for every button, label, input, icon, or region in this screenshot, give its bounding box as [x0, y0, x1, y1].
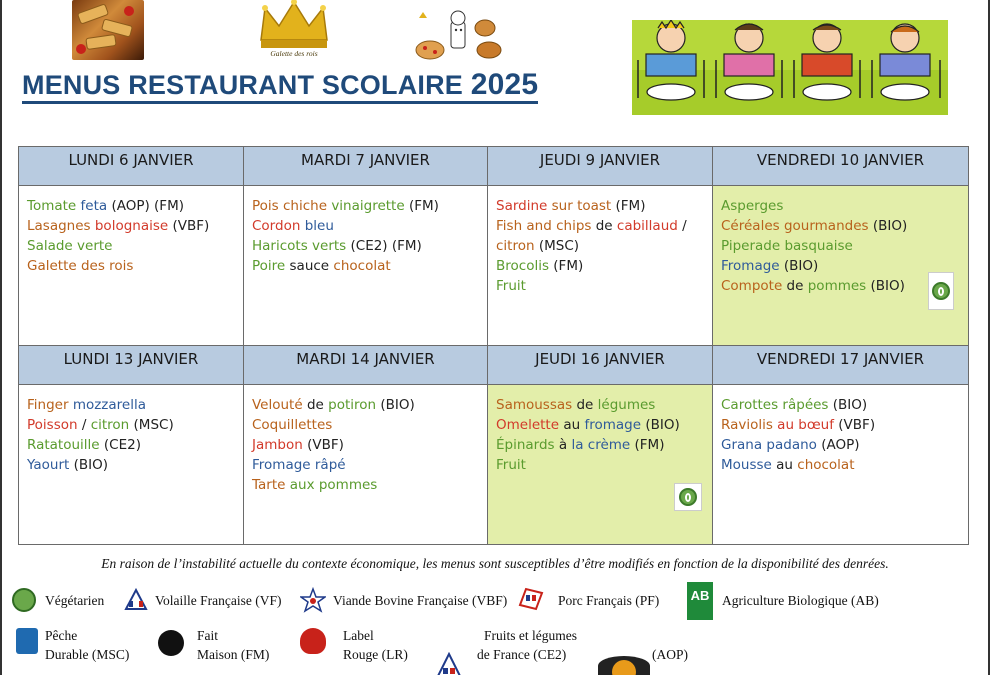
menu-text: Compote [721, 278, 783, 294]
menu-text: Samoussas [496, 397, 573, 413]
page-title [22, 70, 538, 104]
menu-text: Poisson [27, 417, 78, 433]
menu-text: (VBF) [168, 218, 210, 234]
menu-text: fromage [584, 417, 642, 433]
galette-crown-image [255, 0, 333, 60]
menu-item [252, 256, 479, 276]
menu-text: citron [90, 417, 130, 433]
legend-fm-line2: Maison (FM) [197, 647, 270, 662]
menu-text: Carottes râpées [721, 397, 829, 413]
menu-text: Sardine [496, 198, 548, 214]
aop-icon [598, 656, 650, 675]
menu-item [496, 455, 704, 475]
menu-text: aux pommes [289, 477, 378, 493]
menu-text: Piperade basquaise [721, 238, 853, 254]
menu-item [252, 435, 479, 455]
chef-illustration [405, 8, 505, 63]
day-header: LUNDI 13 JANVIER [19, 346, 244, 385]
day-header: LUNDI 6 JANVIER [19, 147, 244, 186]
menu-text: de [302, 397, 329, 413]
day-header: JEUDI 9 JANVIER [488, 147, 713, 186]
title-text: MENUS RESTAURANT SCOLAIRE [22, 70, 471, 100]
availability-notice: En raison de l’instabilité actuelle du contexte économique, les menus sont susceptibles d’être modifiés en fonction de la disponibilité des denrées. [101, 556, 889, 571]
day-menu [713, 186, 969, 346]
menu-text: (BIO) [779, 258, 819, 274]
menu-text: (MSC) [129, 417, 174, 433]
legend-ce2-line2: de France (CE2) [477, 647, 567, 662]
agriculture-biologique-icon: AB [687, 582, 713, 620]
menu-text: / [677, 218, 687, 234]
menu-text: Tomate [27, 198, 81, 214]
day-header: VENDREDI 17 JANVIER [713, 346, 969, 385]
menu-text: bolognaise [94, 218, 169, 234]
menu-text: sauce [285, 258, 334, 274]
menu-item [27, 196, 235, 216]
menu-text: Velouté [252, 397, 303, 413]
menu-text: au [771, 457, 798, 473]
menu-item [721, 236, 960, 256]
menu-item [721, 256, 960, 276]
day-header: VENDREDI 10 JANVIER [713, 147, 969, 186]
menu-item [252, 236, 479, 256]
vegetarian-icon [12, 588, 36, 612]
menu-item [496, 435, 704, 455]
menu-item [252, 196, 479, 216]
menu-text: la crème [571, 437, 631, 453]
menu-item [496, 256, 704, 276]
legend-vegetarien: Végétarien [45, 593, 105, 608]
menu-text: au [559, 417, 585, 433]
menu-item [27, 256, 235, 276]
day-menu [19, 186, 244, 346]
menu-text: Mousse [721, 457, 772, 473]
vegetarian-badge-icon [928, 272, 954, 310]
week1-menu-row [19, 186, 969, 346]
day-menu [488, 385, 713, 545]
menu-item [721, 395, 960, 415]
menu-text: (AOP) [816, 437, 860, 453]
week2-header-row [19, 346, 969, 385]
day-header: JEUDI 16 JANVIER [488, 346, 713, 385]
menu-text: de [572, 397, 598, 413]
menu-text: Fruit [496, 457, 526, 473]
menu-text: Fruit [496, 278, 526, 294]
msc-fish-icon [16, 628, 38, 654]
day-menu [244, 186, 488, 346]
menu-text: Raviolis [721, 417, 773, 433]
menu-text: (MSC) [534, 238, 580, 254]
title-year: 2025 [470, 68, 539, 101]
menu-item [496, 216, 704, 236]
menu-text: Coquillettes [252, 417, 333, 433]
legend-lr-line1: Label [343, 628, 374, 643]
kids-at-table-illustration [632, 20, 948, 115]
menu-text: Fromage [721, 258, 780, 274]
fait-maison-icon [158, 630, 184, 656]
menu-text: Jambon [252, 437, 303, 453]
menu-text: Grana padano [721, 437, 817, 453]
finger-food-photo [72, 0, 144, 60]
week2-menu-row [19, 385, 969, 545]
menu-text: chocolat [333, 258, 391, 274]
day-header: MARDI 14 JANVIER [244, 346, 488, 385]
label-rouge-icon [300, 628, 326, 654]
menu-text: bleu [304, 218, 334, 234]
menu-text: cabillaud [616, 218, 678, 234]
menu-text: (VBF) [302, 437, 344, 453]
menu-text: (FM) [404, 198, 439, 214]
menu-item [721, 435, 960, 455]
menu-text: (BIO) [641, 417, 680, 433]
menu-text: légumes [597, 397, 656, 413]
menu-text: Brocolis [496, 258, 549, 274]
menu-text: (BIO) [866, 278, 905, 294]
menu-item [721, 415, 960, 435]
menu-text: Tarte [252, 477, 290, 493]
menu-item [252, 216, 479, 236]
menu-text: Épinards [496, 437, 555, 453]
vegetarian-badge-icon [674, 483, 702, 511]
menu-text: Galette des rois [27, 258, 134, 274]
menu-text: / [77, 417, 91, 433]
menu-table [18, 146, 969, 545]
crown-caption: Galette des rois [270, 49, 318, 58]
menu-item [721, 455, 960, 475]
menu-text: (AOP) (FM) [107, 198, 184, 214]
day-menu [244, 385, 488, 545]
menu-item [252, 475, 479, 495]
menu-item [252, 395, 479, 415]
menu-text: de [782, 278, 808, 294]
legend-lr-line2: Rouge (LR) [343, 647, 408, 662]
menu-item [252, 415, 479, 435]
legend-vf: Volaille Française (VF) [155, 593, 282, 608]
menu-text: (BIO) [69, 457, 109, 473]
menu-item [252, 455, 479, 475]
menu-item [496, 395, 704, 415]
menu-text: feta [80, 198, 108, 214]
menu-text: vinaigrette [331, 198, 405, 214]
menu-text: mozzarella [72, 397, 147, 413]
menu-text: à [554, 437, 572, 453]
menu-text: Yaourt [27, 457, 70, 473]
menu-item [27, 395, 235, 415]
legend-vbf: Viande Bovine Française (VBF) [333, 593, 508, 608]
legend-ce2-line1: Fruits et légumes [484, 628, 577, 643]
viande-bovine-francaise-icon [300, 587, 326, 613]
day-menu [19, 385, 244, 545]
menu-item [27, 435, 235, 455]
week1-header-row [19, 147, 969, 186]
menu-text: Haricots verts [252, 238, 347, 254]
legend-fm-line1: Fait [197, 628, 219, 643]
menu-item [496, 276, 704, 296]
menu-text: sur toast [547, 198, 612, 214]
fruits-legumes-france-icon [436, 652, 462, 675]
legend-msc-line1: Pêche [45, 628, 78, 643]
menu-item [27, 455, 235, 475]
menu-text: (FM) [630, 437, 665, 453]
menu-text: citron [496, 238, 535, 254]
volaille-francaise-icon [123, 587, 149, 613]
menu-text: chocolat [797, 457, 855, 473]
legend-ab: Agriculture Biologique (AB) [722, 593, 879, 608]
day-menu [488, 186, 713, 346]
menu-text: (BIO) [868, 218, 908, 234]
porc-francais-icon [518, 585, 544, 611]
menu-text: au bœuf [772, 417, 834, 433]
menu-text: Céréales gourmandes [721, 218, 869, 234]
menu-item [27, 216, 235, 236]
menu-text: Lasagnes [27, 218, 95, 234]
menu-item [496, 415, 704, 435]
menu-item [27, 236, 235, 256]
menu-text: Finger [27, 397, 73, 413]
menu-text: (BIO) [376, 397, 415, 413]
menu-text: de [591, 218, 617, 234]
menu-text: Fromage râpé [252, 457, 346, 473]
menu-text: Cordon [252, 218, 305, 234]
menu-text: Omelette [496, 417, 560, 433]
menu-text: (VBF) [834, 417, 876, 433]
menu-text: Pois chiche [252, 198, 332, 214]
menu-text: Asperges [721, 198, 784, 214]
menu-text: Ratatouille [27, 437, 100, 453]
menu-item [721, 216, 960, 236]
menu-text: (BIO) [828, 397, 868, 413]
menu-item [27, 415, 235, 435]
menu-text: (CE2) (FM) [346, 238, 422, 254]
menu-item [721, 276, 960, 296]
menu-text: (FM) [611, 198, 646, 214]
menu-item [496, 196, 704, 216]
menu-text: Poire [252, 258, 286, 274]
menu-item [496, 236, 704, 256]
menu-text: Salade verte [27, 238, 113, 254]
menu-text: (CE2) [99, 437, 141, 453]
menu-item [721, 196, 960, 216]
menu-text: (FM) [549, 258, 584, 274]
menu-text: potiron [328, 397, 377, 413]
menu-text: pommes [807, 278, 867, 294]
legend-aop: (AOP) [652, 647, 688, 662]
day-menu [713, 385, 969, 545]
legend-msc-line2: Durable (MSC) [45, 647, 130, 662]
legend-pf: Porc Français (PF) [558, 593, 660, 608]
menu-text: Fish and chips [496, 218, 592, 234]
day-header: MARDI 7 JANVIER [244, 147, 488, 186]
